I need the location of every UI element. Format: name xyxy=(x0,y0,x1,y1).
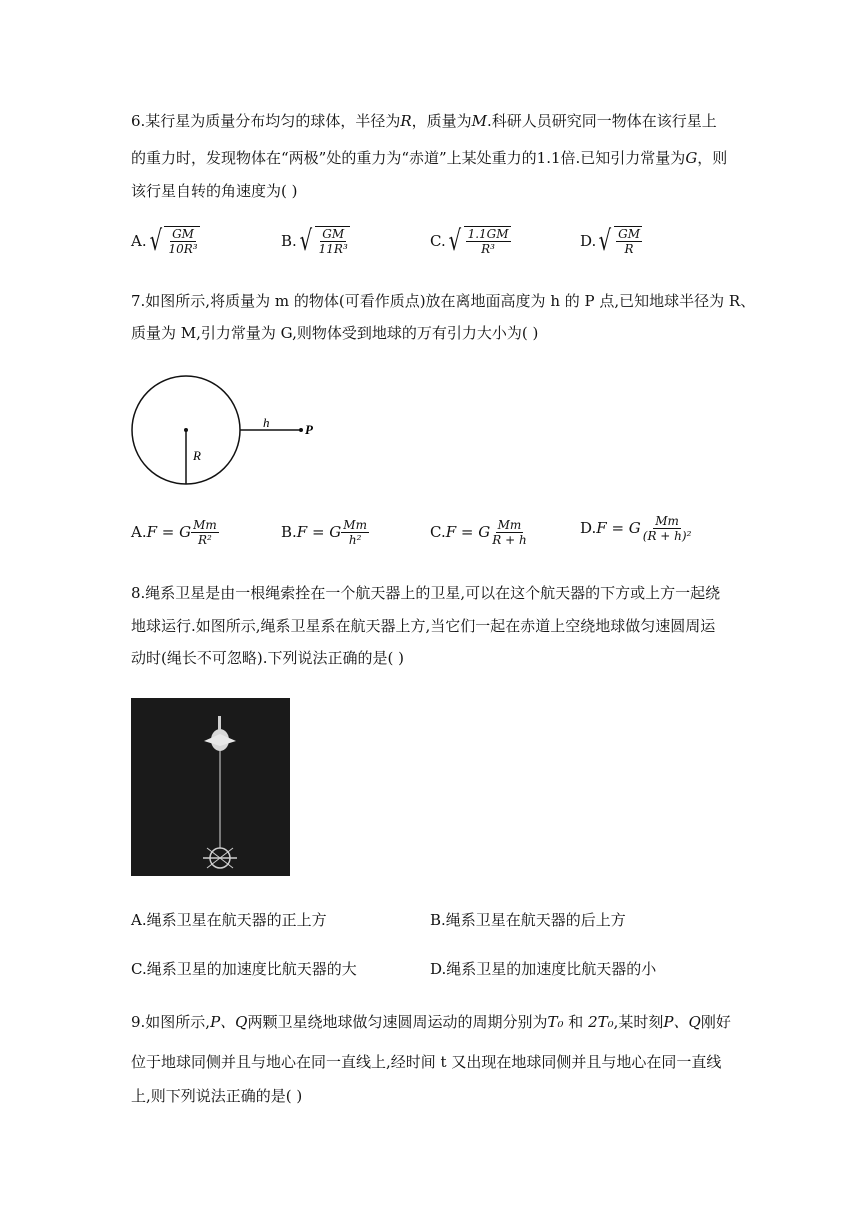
q9-line2: 位于地球同侧并且与地心在同一直线上,经时间 t 又出现在地球同侧并且与地心在同一直线 xyxy=(131,1053,722,1071)
q7-b-num: Mm xyxy=(343,518,367,532)
q7-d-den: (R + h)² xyxy=(642,529,692,543)
q6-c-num: 1.1GM xyxy=(467,227,509,241)
point-p-dot xyxy=(299,428,303,432)
tethered-satellite-photo xyxy=(131,698,290,876)
q6-b-den: 11R³ xyxy=(318,242,348,256)
label-h: h xyxy=(263,415,270,430)
q7-option-c-label: C. xyxy=(430,523,446,541)
q7-earth-diagram xyxy=(128,372,328,488)
q6-line1 xyxy=(131,114,717,129)
q7-option-b-label: B. xyxy=(281,523,297,541)
q6-option-b-radical: √ $\frac{GM}{\text{11R³}}$ xyxy=(299,224,348,257)
q6-text-e: ，则 xyxy=(697,149,728,167)
q6-c-den: R³ xyxy=(481,242,495,256)
label-r: R xyxy=(193,448,201,463)
q7-d-num: Mm xyxy=(655,514,679,528)
q6-option-b-label: B. xyxy=(281,231,297,250)
q6-line3: 该行星自转的角速度为( ) xyxy=(131,182,298,200)
q7-option-d-label: D. xyxy=(580,519,597,537)
q7-line2: 质量为 M,引力常量为 G,则物体受到地球的万有引力大小为( ) xyxy=(131,324,539,342)
q7-d-frac xyxy=(641,514,694,543)
q9-var-pq-1: P、Q xyxy=(210,1013,248,1031)
q6-option-d-radical: √ $\frac{GM}{R}$ xyxy=(598,224,640,257)
q9-text-c: ,某时刻 xyxy=(613,1013,664,1031)
q8-option-a[interactable]: A.绳系卫星在航天器的正上方 xyxy=(131,911,327,929)
q9-line1 xyxy=(131,1015,731,1030)
q7-a-frac xyxy=(191,518,219,547)
q6-d-num: GM xyxy=(618,227,640,241)
q6-a-den: 10R³ xyxy=(168,242,198,256)
q6-text-c: .科研人员研究同一物体在该行星上 xyxy=(487,112,717,130)
q8-option-b[interactable]: B.绳系卫星在航天器的后上方 xyxy=(430,911,626,929)
q7-b-pre: F = G xyxy=(296,523,342,541)
q7-option-c[interactable] xyxy=(430,518,529,547)
q7-option-d[interactable] xyxy=(580,514,693,543)
q6-d-den: R xyxy=(624,242,634,256)
q6-b-num: GM xyxy=(322,227,345,241)
q9-line3: 上,则下列说法正确的是( ) xyxy=(131,1087,303,1105)
q7-b-den: h² xyxy=(348,533,362,547)
q9-var-2t0: 2T₀ xyxy=(588,1013,614,1031)
q7-c-den: R + h xyxy=(492,533,527,547)
q8-option-c[interactable]: C.绳系卫星的加速度比航天器的大 xyxy=(131,960,357,978)
q6-option-d[interactable] xyxy=(580,226,642,256)
q9-var-t0: T₀ xyxy=(547,1013,564,1031)
q6-option-c-radical: √ $\frac{1.1GM}{\text{R³}}$ xyxy=(448,224,509,257)
q6-option-c[interactable] xyxy=(430,226,511,256)
q9-text-and: 和 xyxy=(563,1013,589,1031)
q7-line1: 7.如图所示,将质量为 m 的物体(可看作质点)放在离地面高度为 h 的 P 点,已知地球半径为 R、 xyxy=(131,292,756,310)
q8-line2: 地球运行.如图所示,绳系卫星系在航天器上方,当它们一起在赤道上空绕地球做匀速圆周运 xyxy=(131,617,716,635)
q7-c-pre: F = G xyxy=(445,523,491,541)
q7-c-frac xyxy=(490,518,528,547)
q7-a-pre: F = G xyxy=(146,523,192,541)
q6-option-a[interactable] xyxy=(131,226,200,256)
tethered-satellite-illustration xyxy=(131,698,290,876)
q7-a-num: Mm xyxy=(193,518,217,532)
q6-text-a: 6.某行星为质量分布均匀的球体，半径为 xyxy=(131,112,401,130)
q7-c-num: Mm xyxy=(497,518,522,532)
q6-option-a-label: A. xyxy=(131,231,147,250)
q6-var-g: G xyxy=(685,149,698,167)
q6-a-num: GM xyxy=(172,227,194,241)
q6-option-c-label: C. xyxy=(430,231,446,250)
q7-b-frac xyxy=(341,518,369,547)
q7-a-den: R² xyxy=(198,533,212,547)
q7-option-a[interactable] xyxy=(131,518,219,547)
q6-option-a-radical: √ $\frac{GM}{\text{10R³}}$ xyxy=(149,224,198,257)
q6-text-b: ，质量为 xyxy=(411,112,472,130)
q8-line1: 8.绳系卫星是由一根绳索拴在一个航天器上的卫星,可以在这个航天器的下方或上方一起绕 xyxy=(131,584,721,602)
q6-var-r: R xyxy=(400,112,412,130)
q7-option-b[interactable] xyxy=(281,518,369,547)
q9-text-a: 9.如图所示, xyxy=(131,1013,211,1031)
q6-option-d-label: D. xyxy=(580,231,597,250)
q8-line3: 动时(绳长不可忽略).下列说法正确的是( ) xyxy=(131,649,404,667)
q7-option-a-label: A. xyxy=(131,523,147,541)
q6-text-d: 的重力时，发现物体在“两极”处的重力为“赤道”上某处重力的1.1倍.已知引力常量为 xyxy=(131,149,686,167)
q9-text-d: 刚好 xyxy=(700,1013,731,1031)
q7-d-pre: F = G xyxy=(596,519,641,537)
q8-option-d[interactable]: D.绳系卫星的加速度比航天器的小 xyxy=(430,960,657,978)
q9-text-b: 两颗卫星绕地球做匀速圆周运动的周期分别为 xyxy=(247,1013,548,1031)
q6-line2 xyxy=(131,151,727,166)
q6-option-b[interactable] xyxy=(281,226,350,256)
label-p: P xyxy=(305,422,313,437)
q6-var-m: M xyxy=(471,112,487,130)
q9-var-pq-2: P、Q xyxy=(663,1013,701,1031)
